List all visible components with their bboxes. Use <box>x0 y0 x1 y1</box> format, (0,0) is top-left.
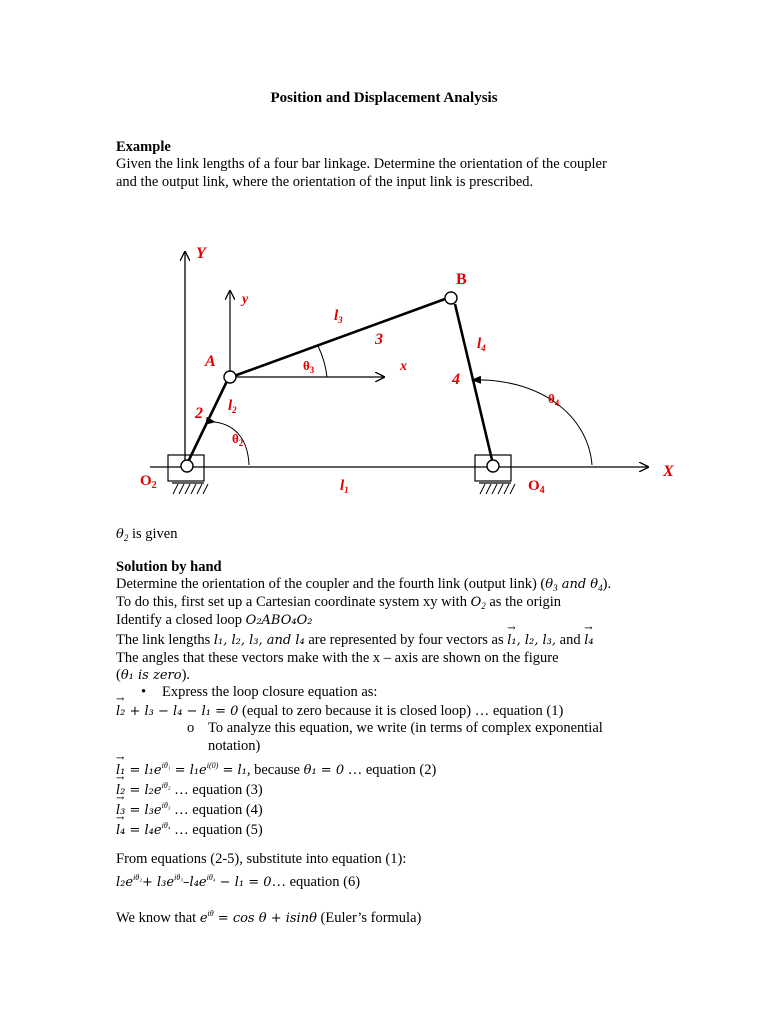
example-text-line-2: and the output link, where the orientation of the input link is prescribed. <box>116 174 534 190</box>
solution-line-4: The link lengths l₁, l₂, l₃, and l₄ are represented by four vectors as → l₁, l₂, l₃, and → l₄ <box>116 631 594 650</box>
label-4: 4 <box>452 371 460 388</box>
solution-heading: Solution by hand <box>116 559 222 575</box>
joint-a <box>224 371 236 383</box>
label-l1: $l_1$ <box>340 478 349 495</box>
solution-line-5: The angles that these vectors make with the x – axis are shown on the figure <box>116 650 559 666</box>
label-3: 3 <box>375 331 383 348</box>
label-O2: $O_2$ <box>140 473 157 491</box>
label-l4: $l_4$ <box>477 336 486 353</box>
link-2 <box>187 381 227 464</box>
solution-line-1: Determine the orientation of the coupler and the fourth link (output link) ($\theta_3$ and $\theta_4$). <box>116 576 612 593</box>
label-A: A <box>205 353 216 370</box>
ground-support-o4 <box>475 455 515 494</box>
sub-bullet-text-1: To analyze this equation, we write (in terms of complex exponential <box>208 720 603 736</box>
theta3-arc <box>318 346 327 377</box>
label-O4: $O_4$ <box>528 478 545 496</box>
label-2: 2 <box>195 405 203 422</box>
substitute-text: From equations (2-5), substitute into equation (1): <box>116 851 407 867</box>
label-theta3: $\theta_3$ <box>303 358 315 375</box>
bullet-dot: • <box>141 684 147 700</box>
label-Y: Y <box>196 245 206 262</box>
example-text-line-1: Given the link lengths of a four bar linkage. Determine the orientation of the coupler <box>116 156 607 172</box>
joint-b <box>445 292 457 304</box>
label-theta4: $\theta_4$ <box>548 391 560 408</box>
label-x: x <box>400 359 407 374</box>
label-l2: $l_2$ <box>228 398 237 415</box>
solution-line-2: To do this, first set up a Cartesian coordinate system xy with $O_2$ as the origin <box>116 594 562 611</box>
label-B: B <box>456 271 467 288</box>
equation-5: → $l_4 = l_4e^{i\theta_4}$ … equation (5) <box>116 816 263 840</box>
example-heading: Example <box>116 139 171 155</box>
sub-bullet-text-2: notation) <box>208 738 261 754</box>
solution-line-6: (θ₁ is zero). <box>116 667 191 683</box>
link-3 <box>234 299 445 376</box>
bullet-text: Express the loop closure equation as: <box>162 684 378 700</box>
link-4 <box>455 304 493 464</box>
label-theta2: $\theta_2$ <box>232 431 244 448</box>
euler-formula: We know that $e^{i\theta} = \cos \theta + isin\theta$ (Euler’s formula) <box>116 909 422 926</box>
ground-support-o2 <box>168 455 208 494</box>
solution-line-3: Identify a closed loop O₂ABO₄O₂ <box>116 612 313 628</box>
sub-bullet-marker: o <box>187 720 195 736</box>
equation-4: → $l_3 = l_3e^{i\theta_3}$ … equation (4) <box>116 796 263 820</box>
equation-2: → $l_1 = l_1e^{i\theta_1} = l_1e^{i(0)} = l_1$, because θ₁ = 0 … equation (2) <box>116 756 436 780</box>
theta2-given: $\theta_2$ is given <box>116 526 178 543</box>
page-title: Position and Displacement Analysis <box>270 90 498 106</box>
equation-1: → l₂ + l₃ − l₄ − l₁ = 0 (equal to zero because it is closed loop) … equation (1) <box>116 702 563 721</box>
equation-6: $l_2e^{i\theta_2}+ l_3e^{i\theta_3}-l_4e^{i\theta_4} - l_1$ = 0… equation (6) <box>116 873 361 890</box>
label-l3: $l_3$ <box>334 308 343 325</box>
label-y: y <box>242 292 249 307</box>
label-X: X <box>663 463 674 480</box>
equation-3: → $l_2 = l_2e^{i\theta_2}$ … equation (3) <box>116 776 263 800</box>
